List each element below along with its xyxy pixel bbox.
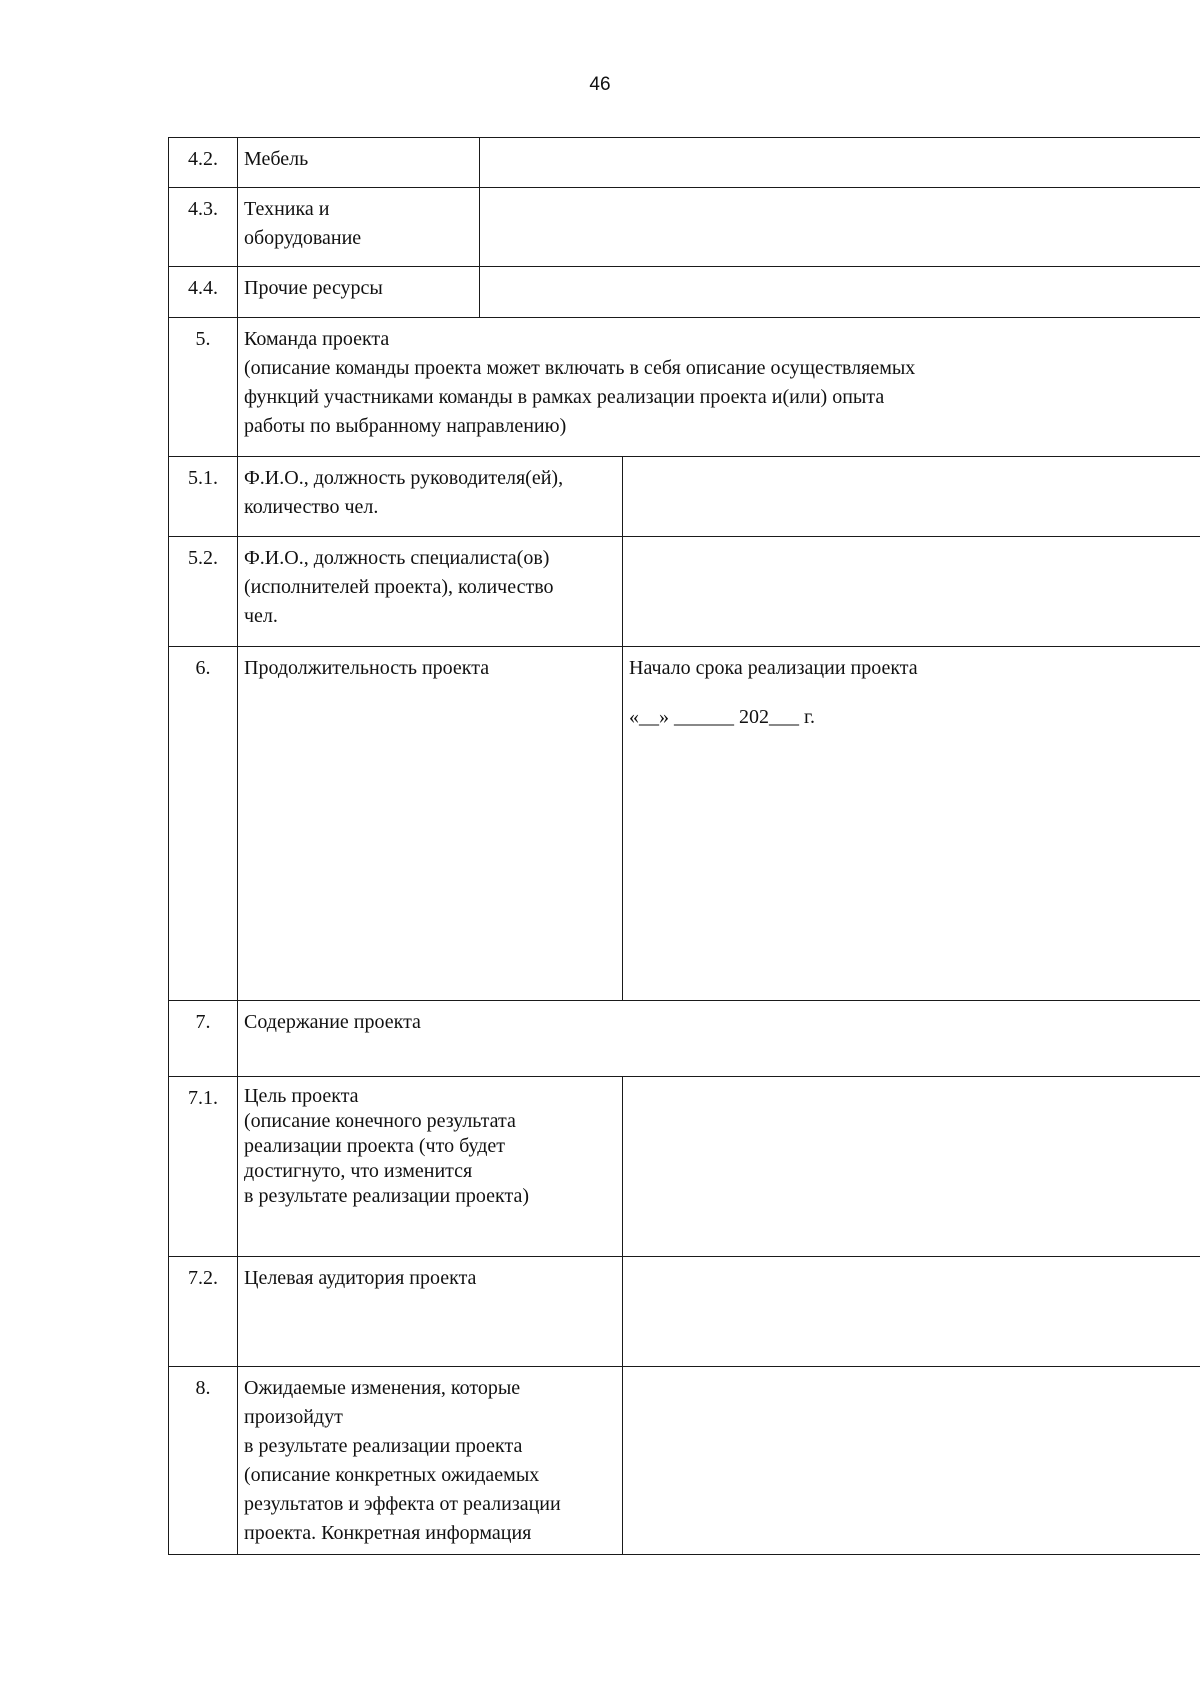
table-row-5	[169, 318, 1200, 457]
table-row-4-3	[169, 188, 1200, 267]
label-line: (описание конечного результата	[244, 1110, 516, 1132]
table-row-6	[169, 647, 1200, 1001]
row-number: 7.1.	[169, 1077, 238, 1257]
row-number: 5.2.	[169, 537, 238, 647]
table-row-7-2	[169, 1257, 1200, 1367]
label-line: (исполнителей проекта), количество	[244, 576, 554, 598]
leader-value-cell[interactable]	[623, 457, 1200, 537]
start-date-field[interactable]: «__» ______ 202___ г.	[629, 706, 815, 728]
label-line: (описание команды проекта может включать в себя описание осуществляемых	[244, 357, 916, 379]
row-label	[238, 1367, 623, 1555]
audience-value-cell[interactable]	[623, 1257, 1200, 1367]
label-line: Цель проекта	[244, 1085, 359, 1107]
label-line: (описание конкретных ожидаемых	[244, 1464, 540, 1486]
table-row-7	[169, 1001, 1200, 1077]
label-line: Содержание проекта	[244, 1011, 421, 1033]
label-line: реализации проекта (что будет	[244, 1135, 506, 1157]
row-label	[238, 267, 480, 318]
label-line: произойдут	[244, 1406, 343, 1428]
page-number: 46	[589, 74, 611, 95]
label-line: Ф.И.О., должность специалиста(ов)	[244, 547, 550, 569]
table-row-8	[169, 1367, 1200, 1555]
label-line: Команда проекта	[244, 328, 390, 350]
label-line: чел.	[244, 605, 278, 627]
label-line: работы по выбранному направлению)	[244, 415, 567, 437]
label-line: достигнуто, что изменится	[244, 1160, 473, 1182]
furniture-value-cell[interactable]	[480, 138, 1200, 188]
label-line: в результате реализации проекта)	[244, 1185, 530, 1207]
label-line: результатов и эффекта от реализации	[244, 1493, 561, 1515]
label-line: Ф.И.О., должность руководителя(ей),	[244, 467, 564, 489]
label-line: Ожидаемые изменения, которые	[244, 1377, 521, 1399]
row-number: 5.	[169, 318, 238, 457]
row-number: 8.	[169, 1367, 238, 1555]
row-label	[238, 1077, 623, 1257]
row-number: 5.1.	[169, 457, 238, 537]
start-date-label: Начало срока реализации проекта	[629, 657, 918, 679]
row-number: 4.2.	[169, 138, 238, 188]
row-label	[238, 188, 480, 267]
project-form-table	[168, 137, 1200, 1555]
equipment-value-cell[interactable]	[480, 188, 1200, 267]
duration-value-cell[interactable]	[623, 647, 1200, 1001]
table-row-5-2	[169, 537, 1200, 647]
row-number: 4.4.	[169, 267, 238, 318]
row-number: 6.	[169, 647, 238, 1001]
label-line: в результате реализации проекта	[244, 1435, 523, 1457]
label-line: Мебель	[244, 148, 309, 170]
row-label	[238, 537, 623, 647]
other-resources-value-cell[interactable]	[480, 267, 1200, 318]
label-line: оборудование	[244, 227, 362, 249]
row-label	[238, 647, 623, 1001]
goal-value-cell[interactable]	[623, 1077, 1200, 1257]
row-label	[238, 1001, 1200, 1077]
label-line: Техника и	[244, 198, 330, 220]
label-line: Целевая аудитория проекта	[244, 1267, 477, 1289]
row-number: 7.	[169, 1001, 238, 1077]
label-line: Продолжительность проекта	[244, 657, 490, 679]
row-number: 7.2.	[169, 1257, 238, 1367]
row-label	[238, 1257, 623, 1367]
row-number: 4.3.	[169, 188, 238, 267]
table-row-4-2	[169, 138, 1200, 188]
specialists-value-cell[interactable]	[623, 537, 1200, 647]
expected-changes-value-cell[interactable]	[623, 1367, 1200, 1555]
row-label	[238, 457, 623, 537]
table-row-5-1	[169, 457, 1200, 537]
label-line: количество чел.	[244, 496, 379, 518]
row-label	[238, 318, 1200, 457]
label-line: функций участниками команды в рамках реализации проекта и(или) опыта	[244, 386, 885, 408]
label-line: Прочие ресурсы	[244, 277, 383, 299]
row-label	[238, 138, 480, 188]
table-row-7-1	[169, 1077, 1200, 1257]
label-line: проекта. Конкретная информация	[244, 1522, 532, 1544]
table-row-4-4	[169, 267, 1200, 318]
